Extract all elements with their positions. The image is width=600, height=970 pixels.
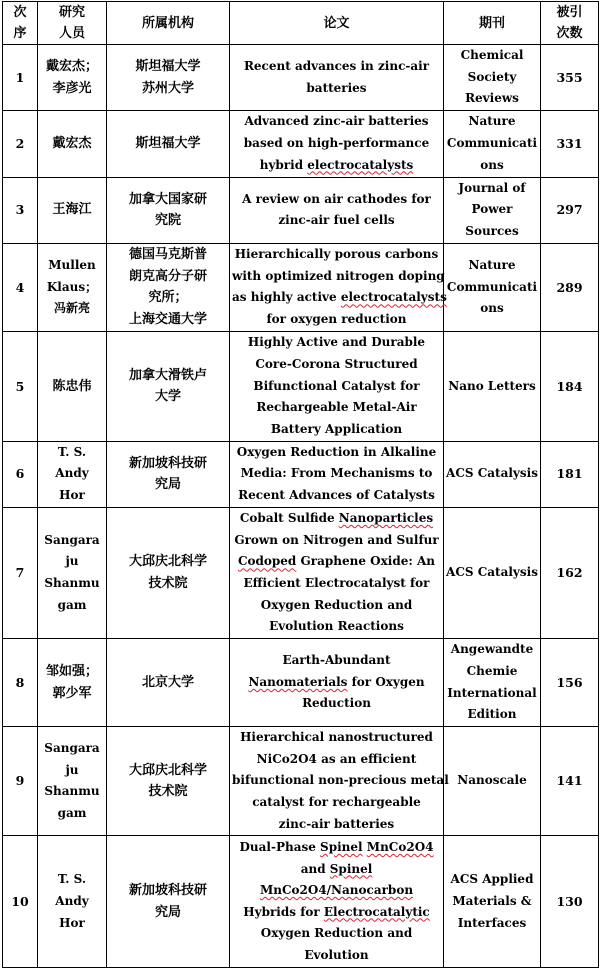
cell-line: T. S.	[57, 872, 87, 887]
cell-line: 苏州大学	[141, 80, 194, 96]
cell-line: hybrid electrocatalysts	[259, 157, 414, 172]
researcher-cell	[38, 111, 107, 177]
row-index: 8	[3, 639, 38, 727]
researcher-cell	[38, 332, 107, 441]
researcher-cell	[38, 177, 107, 243]
row-index: 2	[3, 111, 38, 177]
cell-line: 大邱庆北科学	[128, 554, 207, 570]
table-row	[3, 243, 599, 331]
cell-line: Evolution Reactions	[269, 619, 404, 634]
cell-line: 加拿大滑铁卢	[128, 367, 207, 383]
cell-line: 李彦光	[52, 80, 92, 96]
paper-title-cell	[230, 243, 447, 331]
cell-line: 德国马克斯普	[128, 247, 207, 263]
paper-title-cell	[230, 177, 444, 243]
cell-line: bifunctional non-precious metal	[232, 773, 449, 788]
cell-line: Hierarchically porous carbons	[234, 247, 439, 262]
cell-line: Edition	[467, 707, 517, 722]
institution-cell	[107, 111, 230, 177]
cell-line: 斯坦福大学	[135, 136, 201, 152]
researcher-cell	[38, 507, 107, 639]
institution-cell	[107, 507, 230, 639]
citation-table	[2, 1, 599, 968]
cell-line: Advanced zinc-air batteries	[244, 114, 429, 129]
institution-cell	[107, 45, 230, 111]
institution-cell	[107, 727, 230, 836]
paper-title-cell	[230, 332, 444, 441]
citation-count: 156	[541, 639, 599, 727]
cell-line: 王海江	[52, 202, 92, 218]
journal-cell	[444, 507, 541, 639]
cell-line: 朗克高分子研	[128, 268, 207, 284]
row-index: 5	[3, 332, 38, 441]
cell-line: Codoped Graphene Oxide: An	[237, 554, 436, 569]
row-index: 4	[3, 243, 38, 331]
paper-title-cell	[230, 507, 444, 639]
cell-line: International	[447, 685, 537, 700]
cell-line: Shanmu	[44, 784, 100, 799]
cell-line: Dual-Phase Spinel MnCo2O4	[239, 839, 434, 854]
cell-line: Klaus；	[46, 279, 98, 294]
cell-line: MnCo2O4/Nanocarbon	[259, 883, 414, 898]
cell-line: Sangara	[44, 741, 100, 756]
citation-count: 181	[541, 441, 599, 507]
cell-line: ACS Catalysis	[446, 565, 538, 580]
cell-line: Oxygen Reduction and	[260, 926, 413, 941]
cell-line: Society	[467, 69, 517, 84]
researcher-cell	[38, 836, 107, 968]
table-body	[3, 45, 599, 968]
cell-line: Communicati	[446, 279, 538, 294]
cell-line: Shanmu	[44, 576, 100, 591]
cell-line: Highly Active and Durable	[247, 335, 426, 350]
cell-line: Chemie	[466, 664, 518, 679]
cell-line: 技术院	[148, 576, 188, 592]
journal-cell	[444, 243, 541, 331]
cell-line: Nature	[468, 114, 516, 129]
cell-line: Oxygen Reduction and	[260, 597, 413, 612]
row-index: 1	[3, 45, 38, 111]
cell-line: 新加坡科技研	[128, 883, 207, 899]
paper-title-cell	[230, 45, 444, 111]
row-index: 3	[3, 177, 38, 243]
cell-line: Nanomaterials for Oxygen	[248, 674, 425, 689]
cell-line: based on high-performance	[243, 136, 430, 151]
cell-line: zinc-air fuel cells	[278, 213, 395, 228]
institution-cell	[107, 441, 230, 507]
citation-count: 184	[541, 332, 599, 441]
cell-line: Sangara	[44, 532, 100, 547]
researcher-cell	[38, 639, 107, 727]
cell-line: Media: From Mechanisms to	[240, 466, 433, 481]
cell-line: Hor	[59, 487, 85, 502]
citation-count: 331	[541, 111, 599, 177]
table-row	[3, 177, 599, 243]
cell-line: 究院	[154, 213, 181, 229]
cell-line: gam	[57, 805, 87, 820]
header-author: 研究 人员	[38, 2, 107, 45]
cell-line: Efficient Electrocatalyst for	[243, 576, 430, 591]
journal-cell	[444, 727, 541, 836]
journal-cell	[444, 111, 541, 177]
researcher-cell	[38, 727, 107, 836]
row-index: 10	[3, 836, 38, 968]
journal-cell	[444, 441, 541, 507]
cell-line: Cobalt Sulfide Nanoparticles	[239, 511, 434, 526]
cell-line: with optimized nitrogen doping	[232, 268, 445, 283]
cell-line: for oxygen reduction	[266, 312, 407, 327]
header-journal: 期刊	[444, 2, 541, 45]
cell-line: catalyst for rechargeable	[252, 795, 421, 809]
cell-line: 上海交通大学	[128, 312, 207, 328]
cell-line: Nano Letters	[448, 378, 536, 393]
cell-line: ACS Applied	[450, 872, 534, 887]
institution-cell	[107, 836, 230, 968]
table-row	[3, 727, 599, 836]
header-institution: 所属机构	[107, 2, 230, 45]
cell-line: 斯坦福大学	[135, 59, 201, 75]
paper-title-cell	[230, 111, 444, 177]
cell-line: Reviews	[465, 91, 519, 106]
cell-line: and Spinel	[300, 861, 373, 876]
cell-line: Chemical	[460, 48, 524, 63]
row-index: 6	[3, 441, 38, 507]
cell-line: Nature	[468, 258, 516, 273]
paper-title-cell	[230, 441, 444, 507]
paper-title-cell	[230, 836, 444, 968]
cell-line: zinc-air batteries	[278, 816, 395, 831]
header-row	[3, 2, 599, 45]
institution-cell	[107, 639, 230, 727]
cell-line: T. S.	[57, 444, 87, 459]
cell-line: Communicati	[446, 136, 538, 151]
citation-count: 141	[541, 727, 599, 836]
cell-line: ju	[65, 554, 79, 569]
cell-line: A review on air cathodes for	[242, 191, 431, 206]
header-paper: 论文	[230, 2, 444, 45]
cell-line: ju	[65, 762, 79, 777]
cell-line: ons	[480, 157, 504, 172]
citation-count: 289	[541, 243, 599, 331]
table-row	[3, 111, 599, 177]
table-row	[3, 332, 599, 441]
cell-line: Angewandte	[450, 642, 534, 657]
cell-line: as highly active electrocatalysts	[232, 290, 447, 305]
cell-line: Materials &	[452, 893, 532, 908]
cell-line: Grown on Nitrogen and Sulfur	[234, 532, 439, 547]
institution-cell	[107, 243, 230, 331]
cell-line: Mullen	[48, 258, 96, 273]
cell-line: 大学	[154, 389, 181, 405]
cell-line: 郭少军	[52, 685, 92, 701]
cell-line: Andy	[55, 893, 89, 908]
paper-title-cell	[230, 727, 449, 836]
cell-line: 大邱庆北科学	[128, 762, 207, 778]
cell-line: 陈忠伟	[52, 378, 92, 394]
row-index: 9	[3, 727, 38, 836]
cell-line: ons	[480, 301, 504, 316]
paper-title-cell	[230, 639, 444, 727]
cell-line: NiCo2O4 as an efficient	[256, 751, 417, 766]
cell-line: Battery Application	[270, 421, 403, 436]
cell-line: 冯新亮	[53, 301, 90, 316]
header-index: 次 序	[3, 2, 38, 45]
institution-cell	[107, 177, 230, 243]
cell-line: Hybrids for Electrocatalytic	[243, 904, 430, 919]
cell-line: 加拿大国家研	[128, 191, 207, 207]
citation-count: 130	[541, 836, 599, 968]
cell-line: 北京大学	[141, 674, 194, 690]
cell-line: gam	[57, 597, 87, 612]
table-row	[3, 639, 599, 727]
cell-line: Oxygen Reduction in Alkaline	[236, 444, 437, 459]
cell-line: Evolution	[304, 947, 369, 962]
cell-line: 邹如强；	[45, 664, 98, 680]
cell-line: Hierarchical nanostructured	[240, 730, 433, 745]
cell-line: Recent advances in zinc-air	[243, 59, 430, 74]
journal-cell	[444, 836, 541, 968]
citation-count: 355	[541, 45, 599, 111]
journal-cell	[444, 639, 541, 727]
cell-line: Interfaces	[457, 915, 527, 930]
cell-line: Sources	[465, 223, 519, 238]
researcher-cell	[38, 243, 107, 331]
cell-line: Earth-Abundant	[282, 653, 391, 668]
cell-line: Core-Corona Structured	[255, 356, 418, 371]
journal-cell	[444, 45, 541, 111]
cell-line: batteries	[306, 80, 367, 95]
journal-cell	[444, 332, 541, 441]
cell-line: 究局	[154, 904, 181, 920]
cell-line: Rechargeable Metal-Air	[256, 400, 417, 415]
table-row	[3, 441, 599, 507]
researcher-cell	[38, 45, 107, 111]
institution-cell	[107, 332, 230, 441]
citation-count: 162	[541, 507, 599, 639]
cell-line: 新加坡科技研	[128, 455, 207, 471]
cell-line: Hor	[59, 915, 85, 930]
cell-line: 究所；	[148, 290, 188, 306]
cell-line: Power	[471, 202, 513, 217]
cell-line: 究局	[154, 477, 181, 493]
row-index: 7	[3, 507, 38, 639]
table-row	[3, 836, 599, 968]
cell-line: Reduction	[302, 696, 371, 711]
cell-line: Andy	[55, 466, 89, 481]
researcher-cell	[38, 441, 107, 507]
table-row	[3, 507, 599, 639]
cell-line: ACS Catalysis	[446, 466, 538, 481]
cell-line: 戴宏杰	[52, 136, 92, 152]
header-citations: 被引 次数	[541, 2, 599, 45]
citation-count: 297	[541, 177, 599, 243]
table-row	[3, 45, 599, 111]
cell-line: 戴宏杰；	[45, 59, 98, 75]
cell-line: Bifunctional Catalyst for	[253, 378, 420, 393]
cell-line: 技术院	[148, 784, 188, 800]
cell-line: Journal of	[458, 180, 526, 195]
cell-line: Recent Advances of Catalysts	[238, 487, 435, 502]
cell-line: Nanoscale	[457, 773, 527, 788]
journal-cell	[444, 177, 541, 243]
